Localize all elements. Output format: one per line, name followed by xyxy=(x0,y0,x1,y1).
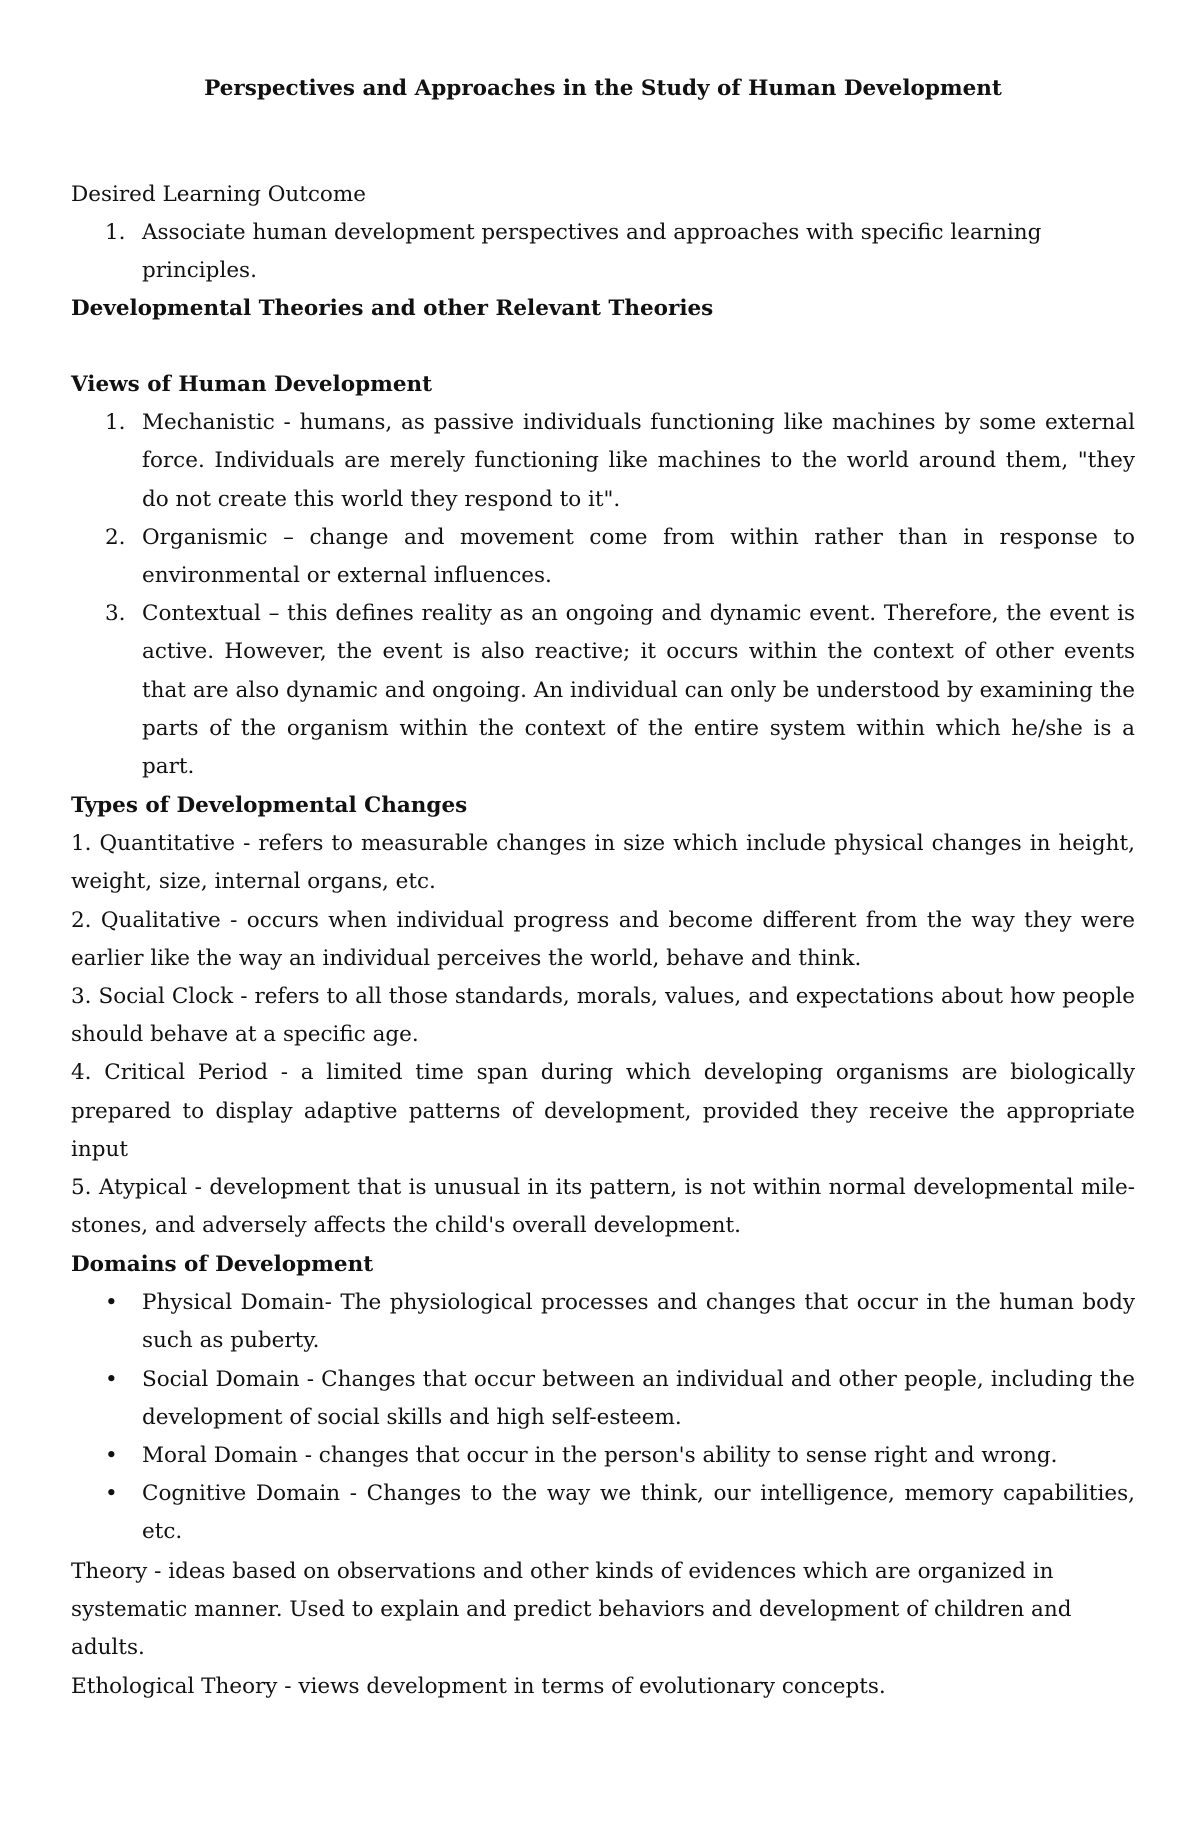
bullet-icon: • xyxy=(105,1481,118,1507)
dev-theories-heading: Developmental Theories and other Relevant Theories xyxy=(71,296,714,321)
domain-item-physical xyxy=(71,1284,1135,1360)
dlo-item-text: Associate human development perspectives and approaches with specific learning principles. xyxy=(142,220,1042,284)
domains-list xyxy=(71,1284,1135,1551)
domain-item-text: Moral Domain - changes that occur in the person's ability to sense right and wrong. xyxy=(142,1443,1058,1469)
changes-section xyxy=(71,787,1135,1245)
views-item-text: Contextual – this defines reality as an ongoing and dynamic event. Therefore, the event is active. However, the event is also reactive; it occurs within the context of other events that are also dynamic and ongoing. An individual can only be understood by examining the parts of the organism within the context of the entire system within which he/she is a part. xyxy=(142,601,1135,780)
ethological-section xyxy=(71,1668,1135,1706)
bullet-icon: • xyxy=(105,1443,118,1469)
views-item-text: Mechanistic - humans, as passive individuals functioning like machines by some external force. Individuals are merely functioning like machines to the world around them, "they do not create this world they respond to it". xyxy=(142,410,1135,512)
views-item-contextual xyxy=(71,595,1135,786)
theory-paragraph: Theory - ideas based on observations and other kinds of evidences which are organized in systematic manner. Used to explain and predict behaviors and development of children and adults. xyxy=(71,1559,1072,1661)
change-item-quantitative: 1. Quantitative - refers to measurable changes in size which include physical changes in height, weight, size, internal organs, etc. xyxy=(71,831,1135,895)
domain-item-cognitive xyxy=(71,1475,1135,1551)
bullet-icon: • xyxy=(105,1366,118,1392)
views-section xyxy=(71,366,1135,786)
domain-item-text: Physical Domain- The physiological processes and changes that occur in the human body such as puberty. xyxy=(142,1290,1135,1354)
dlo-list xyxy=(71,214,1135,290)
page-title: Perspectives and Approaches in the Study of Human Development xyxy=(204,76,1002,101)
views-heading: Views of Human Development xyxy=(71,372,433,397)
dlo-item xyxy=(71,214,1135,290)
change-item-social-clock: 3. Social Clock - refers to all those standards, morals, values, and expectations about how people should behave at a specific age. xyxy=(71,984,1135,1048)
domains-heading: Domains of Development xyxy=(71,1252,374,1277)
views-item-number: 1. xyxy=(105,410,126,436)
dlo-label: Desired Learning Outcome xyxy=(71,182,366,207)
domain-item-moral xyxy=(71,1437,1135,1475)
change-item-critical-period: 4. Critical Period - a limited time span during which developing organisms are biologically prepared to display adaptive patterns of development, provided they receive the appropriate input xyxy=(71,1060,1135,1162)
views-item-text: Organismic – change and movement come from within rather than in response to environmental or external influences. xyxy=(142,524,1135,589)
changes-heading: Types of Developmental Changes xyxy=(71,793,468,818)
dlo-section xyxy=(71,176,1135,291)
domains-section xyxy=(71,1246,1135,1552)
views-item-number: 3. xyxy=(105,601,126,627)
views-list xyxy=(71,404,1135,786)
change-item-atypical: 5. Atypical - development that is unusual in its pattern, is not within normal developmental mile-stones, and adversely affects the child's overall development. xyxy=(71,1175,1135,1239)
theory-section xyxy=(71,1553,1135,1668)
ethological-paragraph: Ethological Theory - views development in terms of evolutionary concepts. xyxy=(71,1674,886,1699)
views-item-organismic xyxy=(71,519,1135,595)
bullet-icon: • xyxy=(105,1290,118,1316)
dev-theories-section xyxy=(71,290,1135,328)
domain-item-text: Social Domain - Changes that occur between an individual and other people, including the development of social skills and high self-esteem. xyxy=(142,1366,1135,1430)
domain-item-text: Cognitive Domain - Changes to the way we think, our intelligence, memory capabilities, etc. xyxy=(142,1481,1135,1545)
change-item-qualitative: 2. Qualitative - occurs when individual progress and become different from the way they were earlier like the way an individual perceives the world, behave and think. xyxy=(71,907,1135,971)
dlo-item-number: 1. xyxy=(105,220,126,246)
domain-item-social xyxy=(71,1361,1135,1437)
views-item-mechanistic xyxy=(71,404,1135,519)
views-item-number: 2. xyxy=(105,524,126,550)
